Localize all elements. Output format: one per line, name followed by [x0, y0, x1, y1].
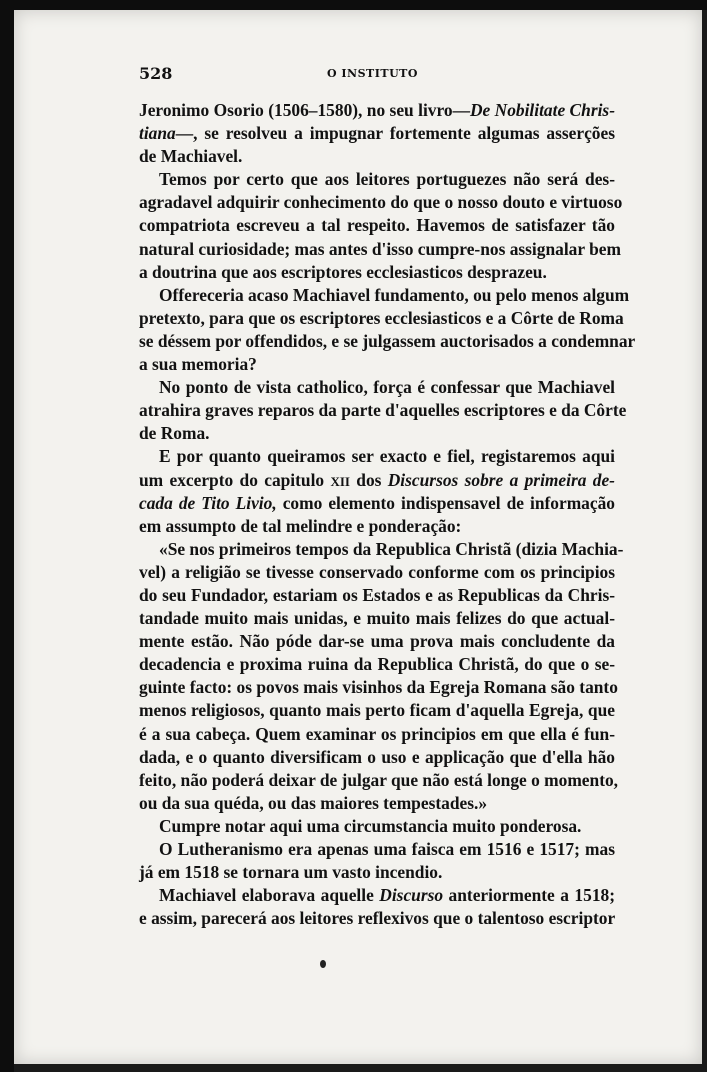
text-line: em assumpto de tal melindre e ponderação: [139, 515, 462, 536]
italic-title: Discursos sobre a primeira de- [387, 469, 615, 490]
roman-numeral: XII [330, 473, 350, 489]
text-line: Offereceria acaso Machiavel fundamento, ou pelo menos algum [159, 284, 630, 305]
scan-border-left [0, 0, 14, 1072]
text-line: é a sua cabeça. Quem examinar os principios em que ella é fun- [139, 723, 615, 744]
text-line [139, 492, 615, 515]
text-line: já em 1518 se tornara um vasto incendio. [139, 862, 443, 883]
text-line: «Se nos primeiros tempos da Republica Christã (dizia Machia- [159, 538, 624, 559]
text-span: Machiavel elaborava aquelle [159, 885, 380, 906]
text-span: como elemento indispensavel de informação [276, 492, 615, 513]
text-line: natural curiosidade; mas antes d'isso cumpre-nos assignalar bem [139, 238, 621, 259]
text-line [139, 884, 615, 907]
text-line: atrahira graves reparos da parte d'aquelles escriptores e da Côrte [139, 400, 627, 421]
text-line: e assim, parecerá aos leitores reflexivos que o talentoso escriptor [139, 908, 616, 929]
page-header [139, 64, 614, 84]
ink-blot [320, 960, 326, 968]
text-line: E por quanto queiramos ser exacto e fiel, registaremos aqui [159, 446, 615, 467]
text-line: feito, não poderá deixar de julgar que não está longe o momento, [139, 769, 619, 790]
text-line: Cumpre notar aqui uma circumstancia muito ponderosa. [159, 815, 582, 836]
text-line: dada, e o quanto diversificam o uso e applicação que d'ella hão [139, 746, 615, 767]
text-line: menos religiosos, quanto mais perto ficam d'aquella Egreja, que [139, 700, 615, 721]
text-line: do seu Fundador, estariam os Estados e as Republicas da Chris- [139, 584, 615, 605]
text-line: se déssem por offendidos, e se julgassem auctorisados a condemnar [139, 330, 636, 351]
text-line: vel) a religião se tivesse conservado conforme com os principios [139, 561, 615, 582]
text-span: um excerpto do capitulo [139, 469, 331, 490]
text-line: decadencia e proxima ruina da Republica Christã, do que o se- [139, 654, 615, 675]
text-line: ou da sua quéda, ou das maiores tempestades.» [139, 792, 488, 813]
text-line [139, 99, 615, 122]
text-span: dos [349, 469, 388, 490]
italic-title: De Nobilitate Chris- [469, 100, 615, 120]
text-line: guinte facto: os povos mais visinhos da Egreja Romana são tanto [139, 677, 618, 698]
text-line: O Lutheranismo era apenas uma faisca em 1516 e 1517; mas [159, 839, 615, 859]
text-line: mente estão. Não póde dar-se uma prova mais concludente da [139, 631, 615, 652]
scan-border-top [0, 0, 707, 10]
text-line: de Machiavel. [139, 146, 243, 167]
body-text [139, 99, 636, 930]
page-number: 528 [139, 64, 173, 83]
text-line: a doutrina que aos escriptores ecclesiasticos desprazeu. [139, 261, 547, 282]
text-line: Temos por certo que aos leitores portuguezes não será des- [159, 169, 615, 190]
text-line: No ponto de vista catholico, força é confessar que Machiavel [159, 377, 615, 398]
text-line: a sua memoria? [139, 354, 257, 375]
text-span: anteriormente a 1518; [443, 885, 616, 906]
text-span: —, se resolveu a impugnar fortemente algumas asserções [175, 123, 615, 144]
text-line [139, 469, 615, 492]
text-line [139, 122, 615, 145]
italic-title: tiana [139, 123, 176, 144]
italic-title: cada de Tito Livio, [139, 492, 277, 513]
text-line: compatriota escreveu a tal respeito. Havemos de satisfazer tão [139, 215, 615, 236]
text-line: pretexto, para que os escriptores ecclesiasticos e a Côrte de Roma [139, 307, 624, 328]
text-line: agradavel adquirir conhecimento do que o nosso douto e virtuoso [139, 192, 623, 213]
running-title: O INSTITUTO [327, 67, 418, 80]
italic-title: Discurso [379, 885, 444, 906]
text-line: de Roma. [139, 423, 210, 444]
text-line: tandade muito mais unidas, e muito mais felizes do que actual- [139, 608, 615, 629]
text-span: Jeronimo Osorio (1506–1580), no seu livro— [139, 100, 470, 120]
